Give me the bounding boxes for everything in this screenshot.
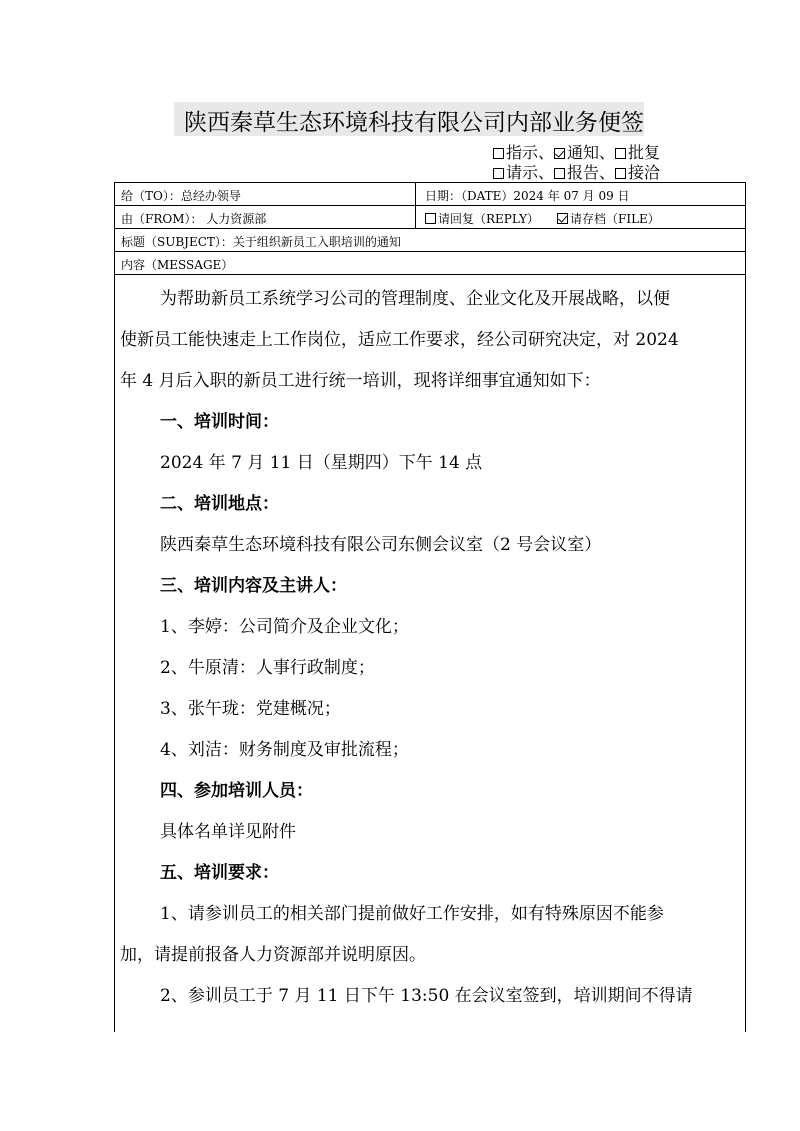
approve-label: 批复	[628, 143, 661, 162]
memo-type-row-2	[493, 160, 660, 183]
section-heading-place: 二、培训地点：	[160, 494, 279, 514]
from-field: 由（FROM）： 人力资源部	[121, 212, 267, 226]
intro-line-2: 使新员工能快速走上工作岗位，适应工作要求，经公司研究决定，对 2024	[120, 330, 679, 350]
approve-checkbox[interactable]	[615, 148, 626, 159]
file-checkbox[interactable]	[557, 213, 568, 224]
training-place: 陕西秦草生态环境科技有限公司东侧会议室（2 号会议室）	[160, 535, 602, 555]
file-label: 请存档（FILE）	[570, 212, 660, 226]
reply-option	[425, 210, 539, 227]
subject-field: 标题（SUBJECT）：关于组织新员工入职培训的通知	[121, 235, 401, 249]
training-time: 2024 年 7 月 11 日（星期四）下午 14 点	[160, 453, 483, 473]
reply-checkbox[interactable]	[425, 213, 436, 224]
requirement-2-line-1: 2、参训员工于 7 月 11 日下午 13:50 在会议室签到，培训期间不得请	[160, 986, 693, 1006]
content-item-2: 2、牛原清：人事行政制度；	[160, 658, 375, 678]
date-field: 日期：（DATE）2024 年 07 月 09 日	[425, 189, 630, 203]
section-heading-attendees: 四、参加培训人员：	[160, 781, 313, 801]
notice-label: 通知、	[567, 143, 616, 162]
intro-line-1: 为帮助新员工系统学习公司的管理制度、企业文化及开展战略，以便	[160, 289, 670, 309]
memo-body	[120, 279, 742, 1017]
request-label: 请示、	[506, 163, 555, 182]
liaison-label: 接洽	[628, 163, 661, 182]
row-divider	[115, 205, 745, 206]
section-heading-requirements: 五、培训要求：	[160, 863, 279, 883]
column-divider	[415, 183, 416, 229]
notice-checkbox[interactable]	[554, 148, 565, 159]
request-checkbox[interactable]	[493, 168, 504, 179]
report-checkbox[interactable]	[554, 168, 565, 179]
attendees-text: 具体名单详见附件	[160, 822, 296, 842]
file-option	[557, 210, 660, 227]
instruct-checkbox[interactable]	[493, 148, 504, 159]
row-divider	[115, 251, 745, 252]
content-item-4: 4、刘洁：财务制度及审批流程；	[160, 740, 409, 760]
section-heading-time: 一、培训时间：	[160, 412, 279, 432]
memo-title-bar	[174, 102, 644, 136]
content-item-1: 1、李婷：公司简介及企业文化；	[160, 617, 409, 637]
liaison-checkbox[interactable]	[615, 168, 626, 179]
intro-line-3: 年 4 月后入职的新员工进行统一培训，现将详细事宜通知如下：	[120, 371, 601, 391]
section-heading-content: 三、培训内容及主讲人：	[160, 576, 347, 596]
to-field: 给（TO）：总经办领导	[121, 189, 241, 203]
report-label: 报告、	[567, 163, 616, 182]
reply-label: 请回复（REPLY）	[438, 212, 539, 226]
message-label: 内容（MESSAGE）	[121, 258, 234, 272]
memo-title: 陕西秦草生态环境科技有限公司内部业务便签	[184, 110, 644, 136]
requirement-1-line-1: 1、请参训员工的相关部门提前做好工作安排，如有特殊原因不能参	[160, 904, 664, 924]
row-divider	[115, 274, 745, 275]
content-item-3: 3、张午珑：党建概况；	[160, 699, 341, 719]
requirement-1-line-2: 加，请提前报备人力资源部并说明原因。	[120, 945, 426, 965]
instruct-label: 指示、	[506, 143, 555, 162]
row-divider	[115, 228, 745, 229]
